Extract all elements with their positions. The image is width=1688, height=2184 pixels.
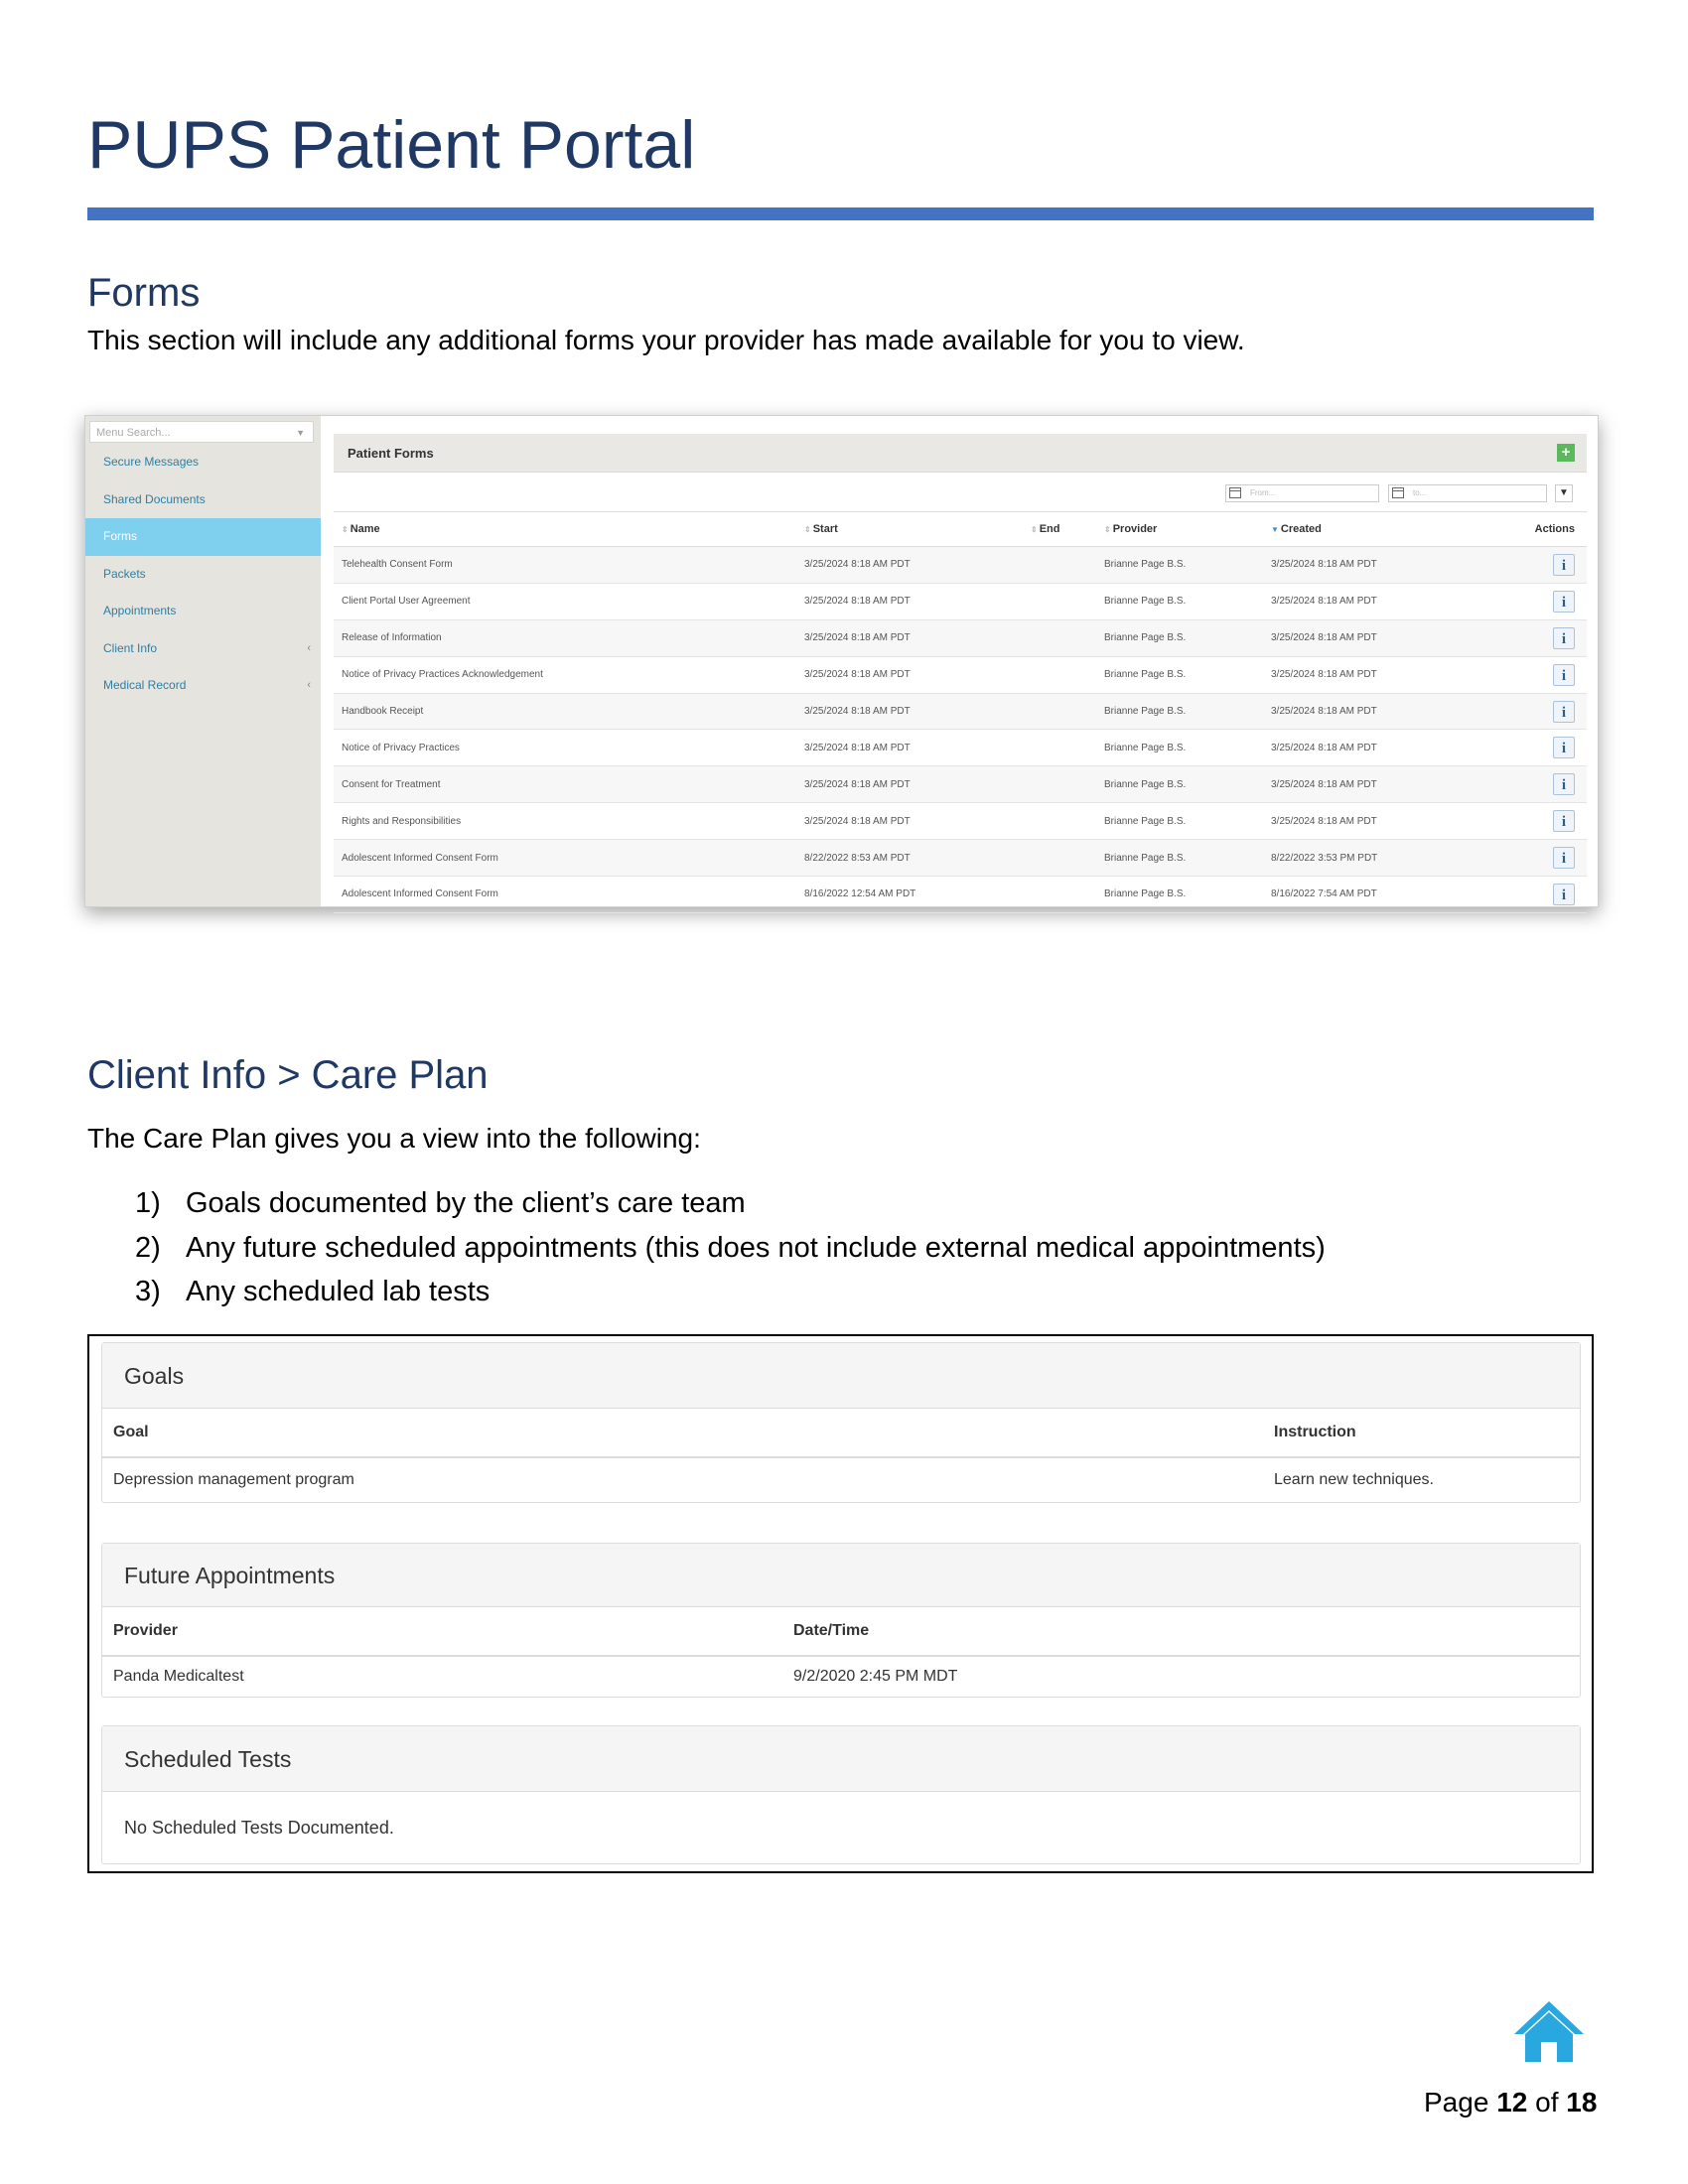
created-cell: 3/25/2024 8:18 AM PDT [1263,583,1489,619]
info-icon[interactable]: i [1553,847,1575,869]
instruction-cell: Learn new techniques. [1274,1471,1434,1488]
actions-cell [1489,583,1587,619]
table-row [102,1656,1580,1697]
list-item [135,1270,1326,1314]
start-cell: 8/16/2022 12:54 AM PDT [796,877,1023,913]
date-from-input[interactable] [1225,484,1379,502]
info-icon[interactable]: i [1553,627,1575,649]
info-icon[interactable]: i [1553,884,1575,905]
table-row [334,619,1587,656]
panel-title: Patient Forms [348,446,434,461]
name-cell: Release of Information [334,619,796,656]
table-row [334,766,1587,803]
info-icon[interactable]: i [1553,737,1575,758]
actions-cell [1489,547,1587,584]
info-icon[interactable]: i [1553,591,1575,613]
actions-cell [1489,730,1587,766]
calendar-icon [1229,487,1241,498]
forms-table [334,511,1587,913]
panel-header [334,434,1587,473]
column-label: End [1039,523,1060,535]
provider-cell: Brianne Page B.S. [1096,840,1263,877]
actions-cell [1489,840,1587,877]
page-of-label: of [1535,2087,1559,2117]
sort-icon: ⇕ [804,525,811,534]
table-row [334,693,1587,730]
start-cell: 3/25/2024 8:18 AM PDT [796,803,1023,840]
end-cell [1023,656,1096,693]
sort-desc-icon: ▼ [1271,525,1279,534]
filter-icon: ▼ [1559,487,1569,498]
actions-cell [1489,877,1587,913]
table-header-row [102,1409,1580,1457]
created-cell: 3/25/2024 8:18 AM PDT [1263,803,1489,840]
tests-heading: Scheduled Tests [102,1726,1580,1792]
created-cell: 3/25/2024 8:18 AM PDT [1263,693,1489,730]
plus-icon: + [1561,444,1571,461]
created-cell: 3/25/2024 8:18 AM PDT [1263,730,1489,766]
actions-cell [1489,656,1587,693]
careplan-heading: Client Info > Care Plan [87,1053,489,1097]
search-caret-icon: ▼ [296,428,305,438]
start-cell: 8/22/2022 8:53 AM PDT [796,840,1023,877]
appointments-panel [101,1543,1581,1698]
title-divider [87,207,1594,220]
actions-cell [1489,693,1587,730]
provider-cell: Brianne Page B.S. [1096,766,1263,803]
date-to-placeholder: to... [1413,488,1427,497]
name-cell: Client Portal User Agreement [334,583,796,619]
end-cell [1023,693,1096,730]
appointments-heading: Future Appointments [102,1544,1580,1607]
careplan-list [135,1181,1326,1314]
start-cell: 3/25/2024 8:18 AM PDT [796,730,1023,766]
name-cell: Telehealth Consent Form [334,547,796,584]
sidebar [85,416,321,906]
name-cell: Notice of Privacy Practices Acknowledgement [334,656,796,693]
add-form-button[interactable] [1557,444,1575,462]
sidebar-item-label: Shared Documents [103,491,206,506]
provider-cell: Brianne Page B.S. [1096,803,1263,840]
name-cell: Adolescent Informed Consent Form [334,840,796,877]
goals-heading: Goals [102,1343,1580,1409]
care-plan-screenshot [87,1334,1594,1873]
table-header-row [334,512,1587,547]
sidebar-item-shared-documents[interactable] [85,481,321,519]
table-row [334,547,1587,584]
goal-cell: Depression management program [113,1471,354,1488]
sidebar-item-label: Packets [103,566,146,581]
sort-icon: ⇕ [1104,525,1111,534]
list-text: Goals documented by the client’s care team [186,1187,746,1219]
sort-icon: ⇕ [1031,525,1038,534]
info-icon[interactable]: i [1553,773,1575,795]
table-row [334,730,1587,766]
info-icon[interactable]: i [1553,810,1575,832]
name-cell: Handbook Receipt [334,693,796,730]
end-cell [1023,730,1096,766]
list-text: Any scheduled lab tests [186,1276,491,1307]
goals-table [102,1409,1580,1502]
appointments-table [102,1607,1580,1697]
created-cell: 3/25/2024 8:18 AM PDT [1263,766,1489,803]
list-text: Any future scheduled appointments (this does not include external medical appointments) [186,1231,1326,1264]
sidebar-item-label: Secure Messages [103,455,200,469]
provider-cell: Brianne Page B.S. [1096,583,1263,619]
column-label: Actions [1534,523,1575,535]
name-cell: Consent for Treatment [334,766,796,803]
created-cell: 8/22/2022 3:53 PM PDT [1263,840,1489,877]
column-header-instruction: Instruction [1263,1409,1580,1457]
info-icon[interactable]: i [1553,701,1575,723]
sidebar-nav [85,444,321,705]
forms-description: This section will include any additional forms your provider has made available for you to view. [87,325,1245,355]
sidebar-item-secure-messages[interactable] [85,444,321,481]
table-row [334,840,1587,877]
page-label: Page [1424,2087,1489,2117]
tests-panel [101,1725,1581,1864]
column-label: Start [812,523,838,535]
patient-forms-screenshot [84,415,1599,907]
table-row [334,583,1587,619]
column-header-datetime: Date/Time [782,1607,1580,1656]
actions-cell [1489,766,1587,803]
table-row [102,1457,1580,1502]
info-icon[interactable]: i [1553,554,1575,576]
end-cell [1023,840,1096,877]
provider-cell: Brianne Page B.S. [1096,547,1263,584]
datetime-cell: 9/2/2020 2:45 PM MDT [793,1668,958,1685]
actions-cell [1489,619,1587,656]
start-cell: 3/25/2024 8:18 AM PDT [796,693,1023,730]
sidebar-item-label: Appointments [103,604,177,617]
table-row [334,656,1587,693]
end-cell [1023,803,1096,840]
column-header-name[interactable] [334,512,796,547]
name-cell: Rights and Responsibilities [334,803,796,840]
end-cell [1023,766,1096,803]
column-header-start[interactable] [796,512,1023,547]
created-cell: 3/25/2024 8:18 AM PDT [1263,619,1489,656]
calendar-icon [1392,487,1404,498]
column-header-provider[interactable] [1096,512,1263,547]
provider-cell: Panda Medicaltest [113,1668,244,1685]
end-cell [1023,583,1096,619]
date-from-placeholder: From... [1250,488,1276,497]
forms-panel [334,434,1587,906]
column-header-provider: Provider [102,1607,782,1656]
start-cell: 3/25/2024 8:18 AM PDT [796,547,1023,584]
home-icon[interactable] [1511,1998,1587,2064]
list-number: 2) [135,1231,161,1264]
actions-cell [1489,803,1587,840]
list-item [135,1181,1326,1226]
provider-cell: Brianne Page B.S. [1096,877,1263,913]
sidebar-item-packets[interactable] [85,556,321,594]
page-title: PUPS Patient Portal [87,107,696,183]
created-cell: 8/16/2022 7:54 AM PDT [1263,877,1489,913]
column-label: Created [1280,523,1322,535]
sort-icon: ⇕ [342,525,349,534]
chevron-left-icon: ‹ [307,679,311,691]
end-cell [1023,619,1096,656]
chevron-left-icon: ‹ [307,641,311,654]
list-item [135,1226,1326,1271]
page-number [1424,2087,1597,2118]
list-number: 1) [135,1187,161,1219]
goals-panel [101,1342,1581,1503]
column-label: Name [350,523,380,535]
provider-cell: Brianne Page B.S. [1096,693,1263,730]
page-total: 18 [1566,2087,1598,2117]
provider-cell: Brianne Page B.S. [1096,619,1263,656]
provider-cell: Brianne Page B.S. [1096,730,1263,766]
column-label: Provider [1112,523,1158,535]
column-header-actions [1489,512,1587,547]
created-cell: 3/25/2024 8:18 AM PDT [1263,547,1489,584]
page-current: 12 [1496,2087,1528,2117]
sidebar-item-medical-record[interactable] [85,667,321,705]
table-row [334,877,1587,913]
column-header-end[interactable] [1023,512,1096,547]
info-icon[interactable]: i [1553,664,1575,686]
date-to-input[interactable] [1388,484,1547,502]
filter-button[interactable] [1555,484,1573,502]
end-cell [1023,547,1096,584]
date-filters [334,472,1587,511]
column-header-created[interactable] [1263,512,1489,547]
table-row [334,803,1587,840]
careplan-intro: The Care Plan gives you a view into the following: [87,1123,701,1154]
start-cell: 3/25/2024 8:18 AM PDT [796,766,1023,803]
menu-search-placeholder: Menu Search... [96,427,171,439]
tests-empty-message: No Scheduled Tests Documented. [124,1818,394,1838]
sidebar-item-client-info[interactable] [85,630,321,668]
list-number: 3) [135,1276,161,1307]
end-cell [1023,877,1096,913]
provider-cell: Brianne Page B.S. [1096,656,1263,693]
forms-heading: Forms [87,271,201,315]
start-cell: 3/25/2024 8:18 AM PDT [796,619,1023,656]
sidebar-item-appointments[interactable] [85,593,321,630]
column-header-goal: Goal [102,1409,1263,1457]
created-cell: 3/25/2024 8:18 AM PDT [1263,656,1489,693]
start-cell: 3/25/2024 8:18 AM PDT [796,656,1023,693]
name-cell: Notice of Privacy Practices [334,730,796,766]
sidebar-item-forms[interactable] [85,518,321,556]
sidebar-item-label: Medical Record [103,678,187,692]
menu-search-input[interactable] [89,421,314,443]
sidebar-item-label: Client Info [103,640,158,655]
start-cell: 3/25/2024 8:18 AM PDT [796,583,1023,619]
table-header-row [102,1607,1580,1656]
name-cell: Adolescent Informed Consent Form [334,877,796,913]
sidebar-item-label: Forms [103,529,137,543]
